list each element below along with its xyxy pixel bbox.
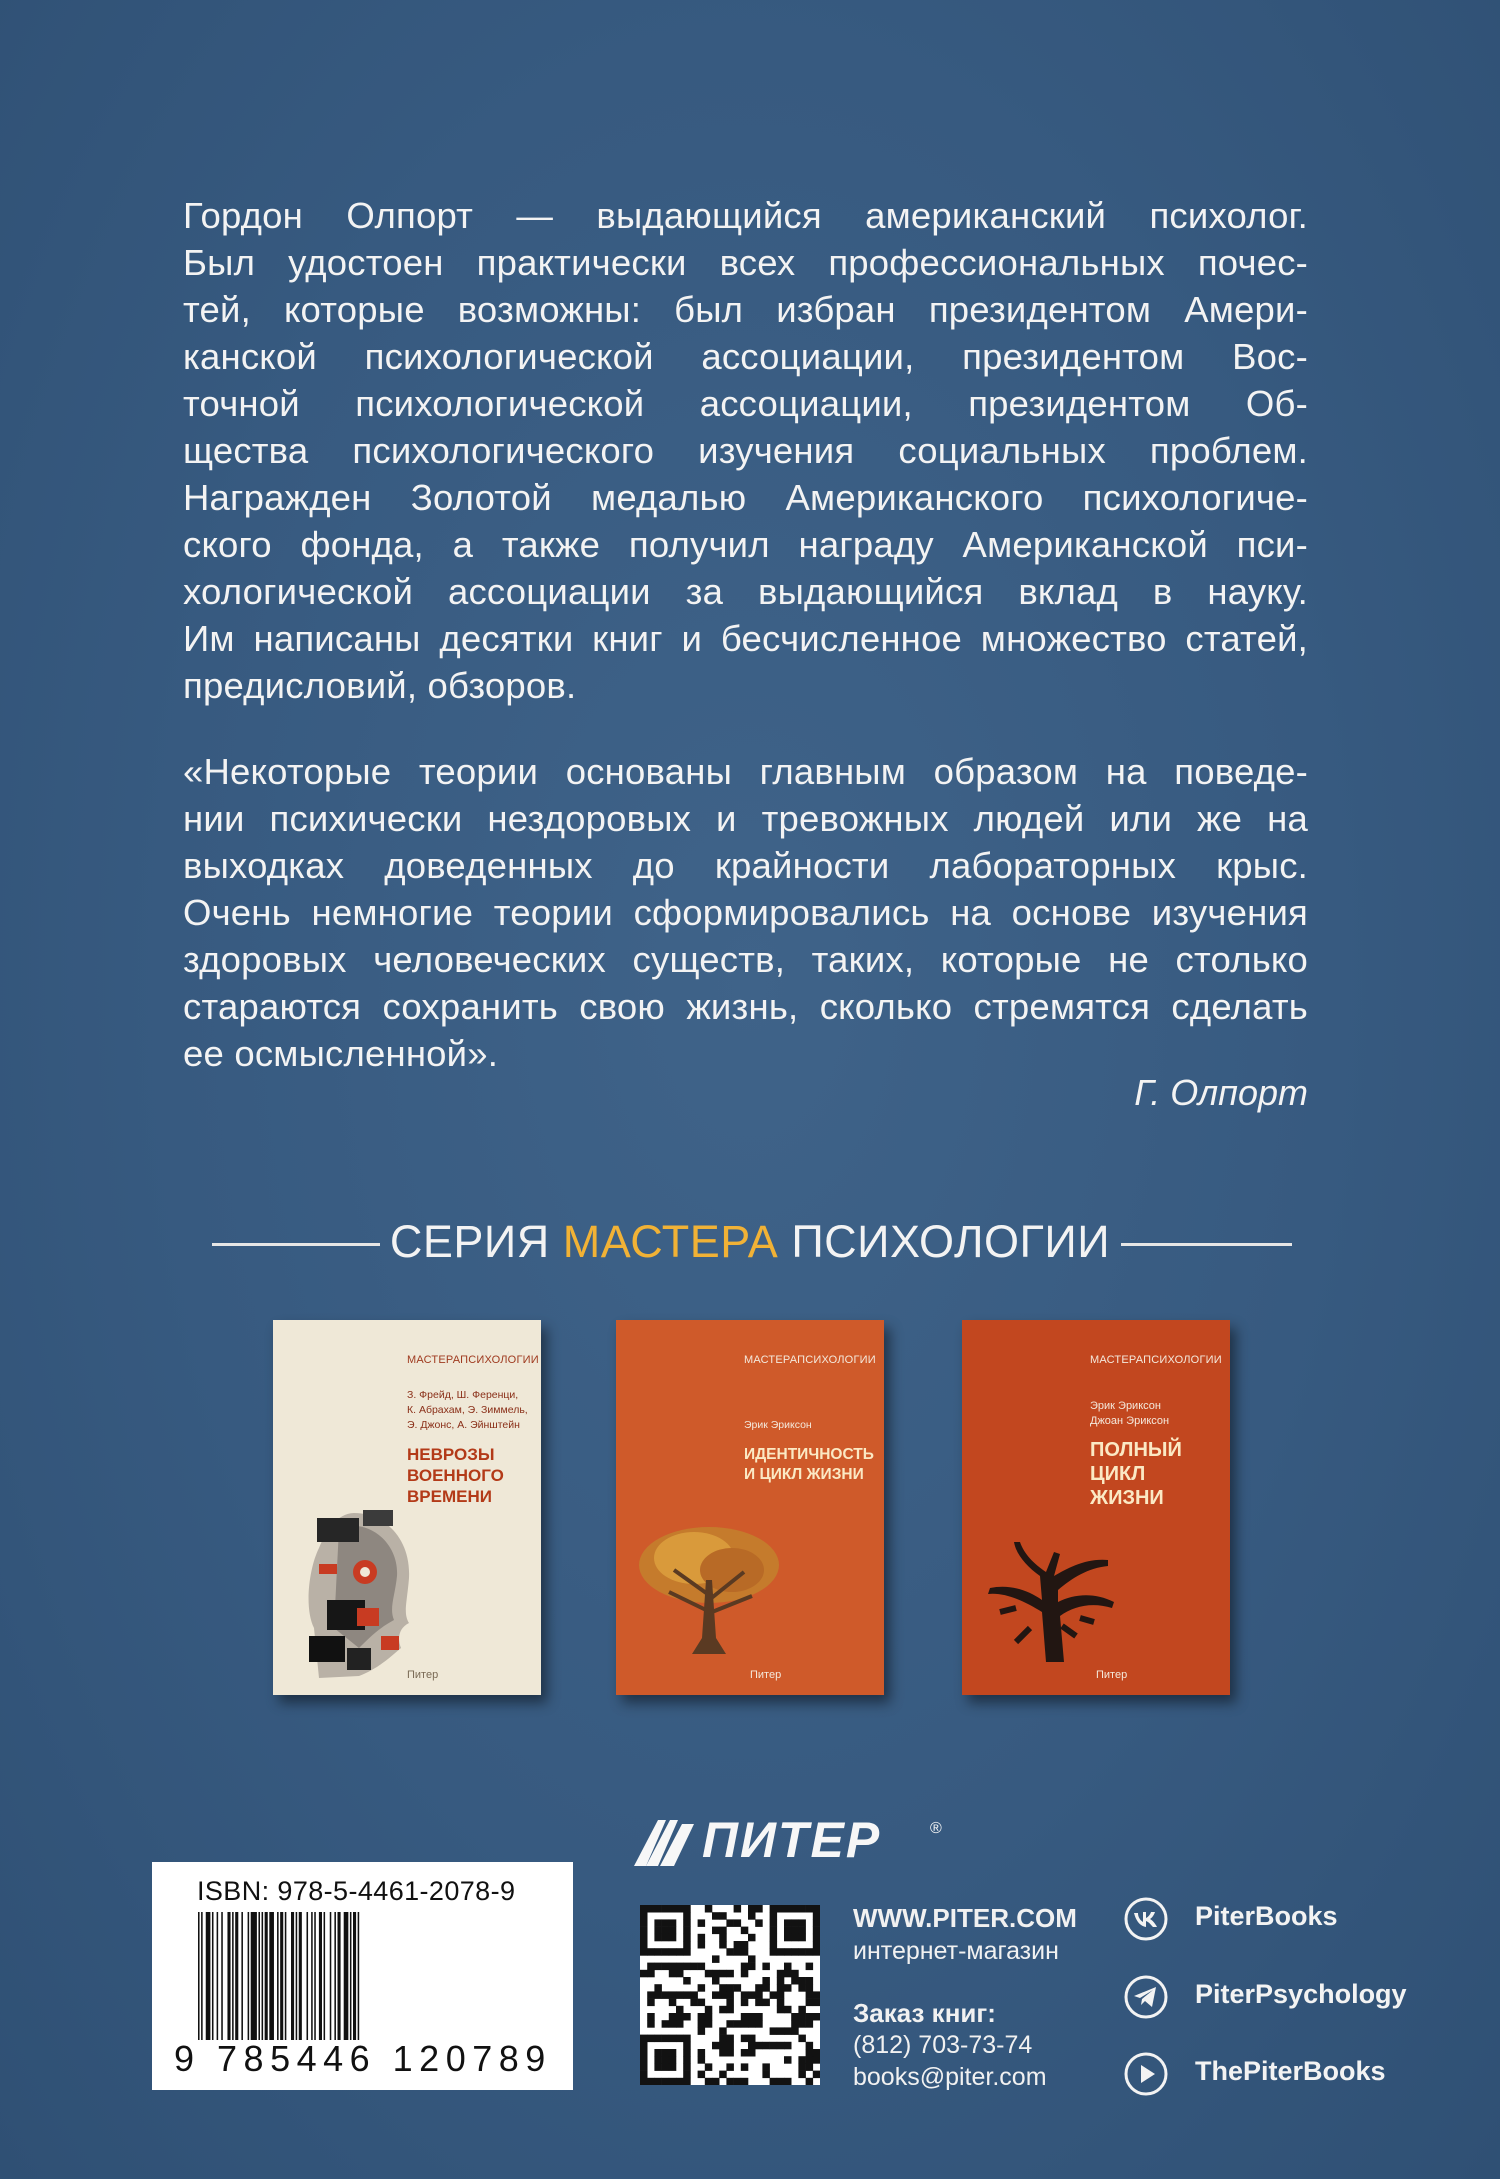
book-title	[1090, 1438, 1182, 1510]
youtube-play-icon[interactable]	[1124, 2052, 1168, 2096]
social-vk-label[interactable]: PiterBooks	[1195, 1901, 1338, 1931]
dead-tree-illustration	[976, 1532, 1126, 1672]
quote-line: «Некоторые теории основаны главным образом на поведе-	[183, 751, 1308, 792]
bio-line: точной психологической ассоциации, президентом Об-	[183, 383, 1308, 424]
bio-line: Награжден Золотой медалью Американского психологиче-	[183, 477, 1308, 518]
publisher-mark: Питер	[750, 1669, 782, 1681]
bio-line: щества психологического изучения социальных проблем.	[183, 430, 1308, 471]
book-title-line: И ЦИКЛ ЖИЗНИ	[744, 1466, 864, 1483]
book-title-line: ИДЕНТИЧНОСТЬ	[744, 1446, 874, 1463]
book-authors	[1090, 1399, 1169, 1429]
quote-line: стараются сохранить свою жизнь, сколько стремятся сделать	[183, 986, 1308, 1027]
series-title-part: ПСИХОЛОГИИ	[778, 1216, 1111, 1267]
book-series-brand: МАСТЕРАПСИХОЛОГИИ	[407, 1354, 539, 1366]
book-title-line: ЦИКЛ	[1090, 1463, 1146, 1485]
book-series-brand: МАСТЕРАПСИХОЛОГИИ	[1090, 1354, 1222, 1366]
book-title-line: ВРЕМЕНИ	[407, 1487, 492, 1506]
website-link[interactable]: WWW.PITER.COM	[853, 1903, 1077, 1933]
book-authors	[407, 1388, 528, 1433]
telegram-icon[interactable]	[1124, 1975, 1168, 2019]
book-title	[407, 1444, 504, 1507]
order-label: Заказ книг:	[853, 1998, 996, 2028]
order-phone[interactable]: (812) 703-73-74	[853, 2031, 1033, 2059]
book-author-line: З. Фрейд, Ш. Ференци,	[407, 1389, 519, 1401]
series-title	[0, 1212, 1500, 1272]
book-title-line: ПОЛНЫЙ	[1090, 1439, 1182, 1461]
qr-code[interactable]	[640, 1905, 820, 2085]
book-title-line: НЕВРОЗЫ	[407, 1445, 495, 1464]
bio-line: Им написаны десятки книг и бесчисленное множество статей,	[183, 618, 1308, 659]
vk-icon[interactable]	[1124, 1897, 1168, 1941]
book-series-brand: МАСТЕРАПСИХОЛОГИИ	[744, 1354, 876, 1366]
bio-line: ского фонда, а также получил награду Американской пси-	[183, 524, 1308, 565]
barcode-image	[198, 1912, 528, 2040]
social-youtube-label[interactable]: ThePiterBooks	[1195, 2056, 1386, 2086]
registered-mark: ®	[930, 1820, 942, 1837]
website-description: интернет-магазин	[853, 1937, 1059, 1965]
tree-illustration	[634, 1520, 784, 1670]
bio-line: тей, которые возможны: был избран президентом Амери-	[183, 289, 1308, 330]
isbn-label: ISBN: 978-5-4461-2078-9	[197, 1876, 516, 1906]
book-cover-wartime-neuroses[interactable]	[273, 1320, 541, 1695]
ean-digits: 9 785446 120789	[174, 2038, 552, 2079]
quote-line: ее осмысленной».	[183, 1033, 499, 1074]
quote-author: Г. Олпорт	[1134, 1072, 1308, 1113]
book-cover-full-life-cycle[interactable]	[962, 1320, 1230, 1695]
bio-line: Гордон Олпорт — выдающийся американский психолог.	[183, 195, 1308, 236]
series-title-highlight: МАСТЕРА	[562, 1216, 779, 1267]
bio-line: хологической ассоциации за выдающийся вклад в науку.	[183, 571, 1308, 612]
bio-line: предисловий, обзоров.	[183, 665, 577, 706]
book-author-line: Эрик Эриксон	[1090, 1400, 1161, 1412]
series-title-part: СЕРИЯ	[389, 1216, 563, 1267]
book-title-line: ЖИЗНИ	[1090, 1487, 1164, 1509]
bio-line: Был удостоен практически всех профессиональных почес-	[183, 242, 1308, 283]
book-author-line: Э. Джонс, А. Эйнштейн	[407, 1419, 520, 1431]
book-author-line: Джоан Эриксон	[1090, 1415, 1170, 1427]
book-title	[744, 1445, 874, 1485]
quote-line: здоровых человеческих существ, таких, которые не столько	[183, 939, 1308, 980]
publisher-logo-text: ПИТЕР	[702, 1812, 882, 1868]
publisher-mark: Питер	[407, 1669, 439, 1681]
book-author-line: К. Абрахам, Э. Зиммель,	[407, 1404, 528, 1416]
book-author-line: Эрик Эриксон	[744, 1419, 812, 1431]
piter-logo-icon	[632, 1818, 696, 1868]
book-cover-identity-life-cycle[interactable]	[616, 1320, 884, 1695]
quote-line: Очень немногие теории сформировались на основе изучения	[183, 892, 1308, 933]
order-email[interactable]: books@piter.com	[853, 2063, 1047, 2091]
publisher-mark: Питер	[1096, 1669, 1128, 1681]
quote-line: нии психически нездоровых и тревожных людей или же на	[183, 798, 1308, 839]
book-title-line: ВОЕННОГО	[407, 1466, 504, 1485]
book-authors	[744, 1418, 812, 1433]
quote-line: выходках доведенных до крайности лабораторных крыс.	[183, 845, 1308, 886]
bio-line: канской психологической ассоциации, президентом Вос-	[183, 336, 1308, 377]
social-telegram-label[interactable]: PiterPsychology	[1195, 1979, 1407, 2009]
barcode-panel	[152, 1862, 573, 2090]
soldier-collage-illustration	[299, 1508, 419, 1688]
